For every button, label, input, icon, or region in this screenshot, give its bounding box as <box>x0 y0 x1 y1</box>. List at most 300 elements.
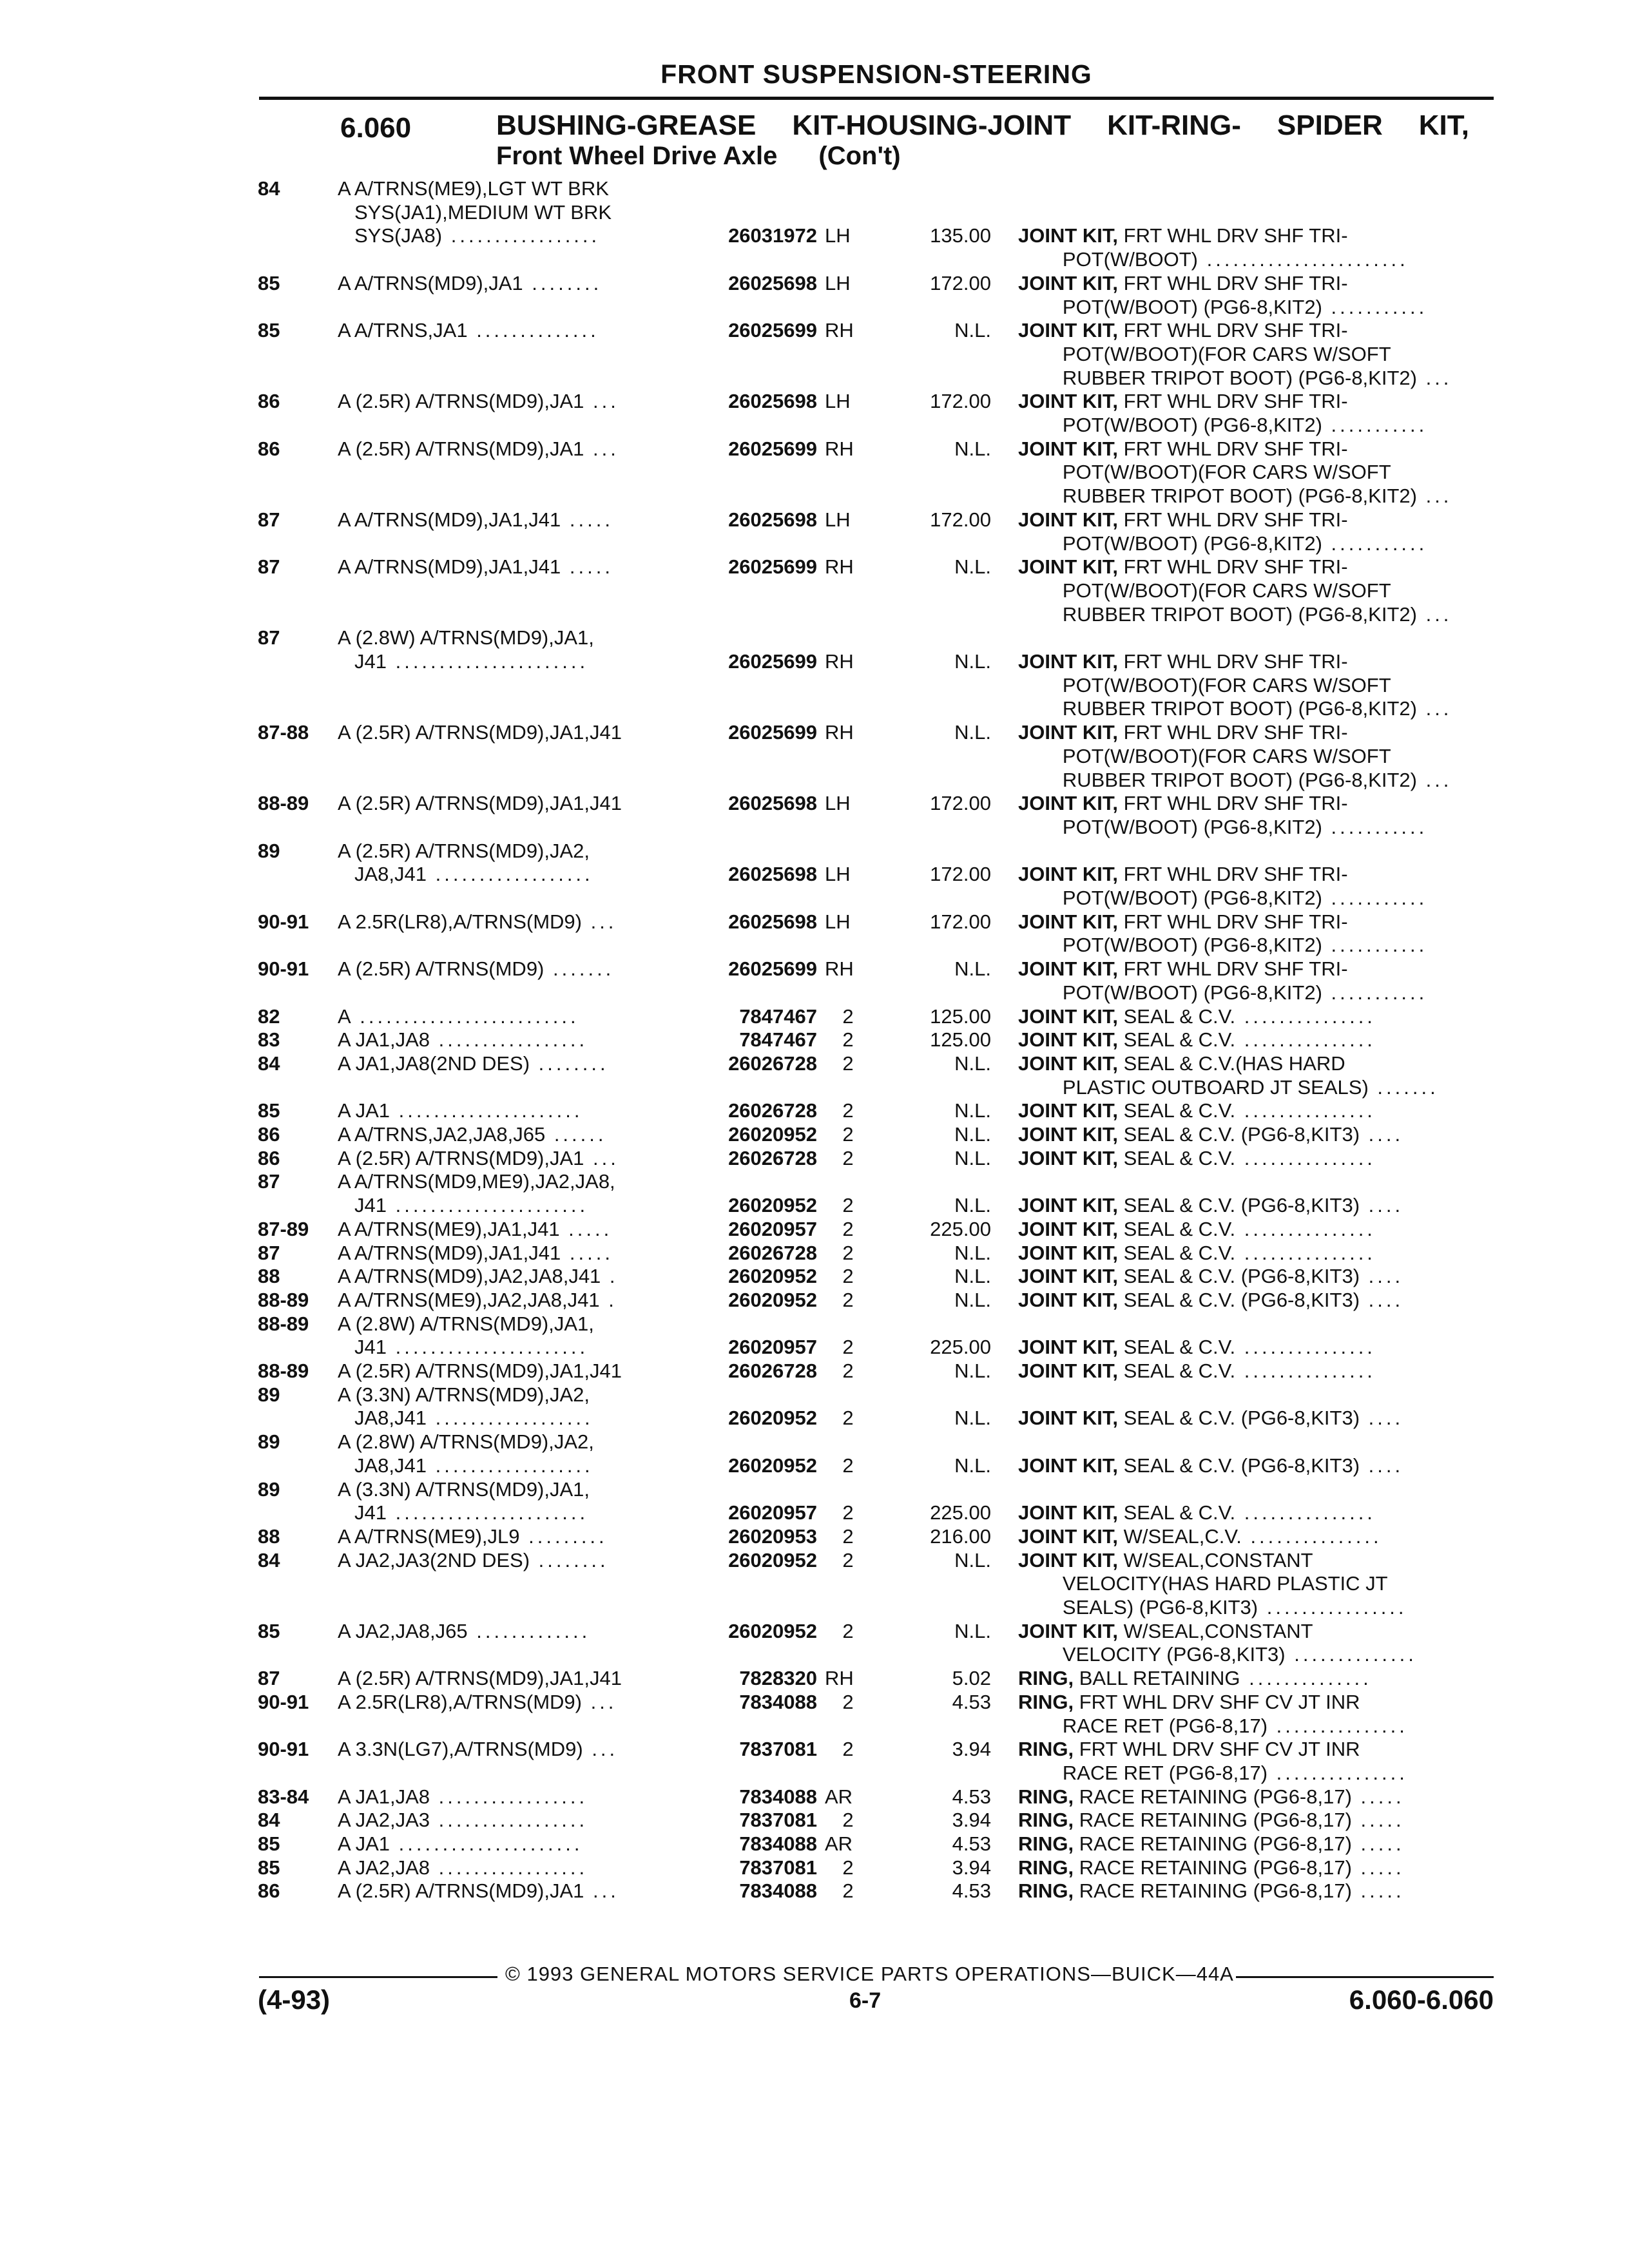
leader-dots: ..................... <box>390 1832 583 1855</box>
table-row <box>0 862 1629 886</box>
application-description <box>354 649 686 673</box>
table-row <box>0 602 1629 626</box>
description-text: JA8,J41 <box>354 1454 427 1477</box>
application-description <box>338 1312 686 1336</box>
description-text: A (2.5R) A/TRNS(MD9),JA1 <box>338 390 584 412</box>
leader-dots: ................. <box>442 224 601 247</box>
description-text: A JA2,JA3(2ND DES) <box>338 1549 530 1571</box>
quantity: LH <box>825 224 851 247</box>
leader-dots: ................. <box>430 1856 588 1879</box>
leader-dots: .... <box>1360 1289 1404 1311</box>
part-name-keyword: JOINT KIT, <box>1018 272 1119 294</box>
price: N.L. <box>954 721 991 744</box>
quantity: RH <box>825 319 854 341</box>
leader-dots: ................. <box>430 1809 588 1831</box>
part-name-keyword: JOINT KIT, <box>1018 910 1119 933</box>
description-text: A JA1,JA8(2ND DES) <box>338 1052 530 1075</box>
part-number: 26025698 <box>728 508 817 531</box>
table-row <box>0 791 1629 815</box>
application-description <box>354 1454 686 1477</box>
part-name <box>1018 649 1494 673</box>
part-name <box>1018 602 1494 626</box>
description-text: A A/TRNS(MD9,ME9),JA2,JA8, <box>338 1170 615 1193</box>
application-description <box>354 862 686 886</box>
part-name <box>1018 1193 1494 1217</box>
part-name <box>1018 1217 1494 1241</box>
description-text: A A/TRNS(ME9),JA1,J41 <box>338 1218 560 1240</box>
model-year: 84 <box>258 1549 280 1571</box>
table-row <box>0 1004 1629 1028</box>
part-name-text: POT(W/BOOT)(FOR CARS W/SOFT <box>1018 745 1391 767</box>
leader-dots: ............... <box>1235 1336 1376 1358</box>
part-number: 26025698 <box>728 390 817 412</box>
quantity: 2 <box>842 1218 854 1240</box>
quantity: 2 <box>842 1525 854 1548</box>
description-text: A A/TRNS(MD9),JA1 <box>338 272 523 294</box>
leader-dots: ............... <box>1235 1005 1376 1028</box>
table-row <box>0 1335 1629 1359</box>
price: 225.00 <box>930 1218 991 1240</box>
description-text: A 3.3N(LG7),A/TRNS(MD9) <box>338 1738 583 1760</box>
part-number: 7837081 <box>739 1809 817 1831</box>
part-name <box>1018 697 1494 720</box>
part-name <box>1018 1690 1494 1714</box>
part-name <box>1018 791 1494 815</box>
table-row <box>0 1028 1629 1052</box>
leader-dots: ...................... <box>386 1501 589 1524</box>
leader-dots: ............... <box>1235 1501 1376 1524</box>
leader-dots: .............. <box>1285 1643 1417 1666</box>
table-row <box>0 1075 1629 1099</box>
description-text: A A/TRNS(ME9),JA2,JA8,J41 <box>338 1289 600 1311</box>
quantity: 2 <box>842 1265 854 1287</box>
part-name-keyword: JOINT KIT, <box>1018 319 1119 341</box>
quantity: LH <box>825 792 851 814</box>
part-name-keyword: JOINT KIT, <box>1018 721 1119 744</box>
leader-dots: ... <box>584 437 619 460</box>
table-row <box>0 933 1629 957</box>
part-name-text: SEAL & C.V. (PG6-8,KIT3) <box>1118 1194 1360 1216</box>
part-name <box>1018 673 1494 697</box>
part-number: 26026728 <box>728 1147 817 1169</box>
application-description <box>338 1690 686 1714</box>
leader-dots: ............... <box>1268 1715 1408 1737</box>
leader-dots: ........ <box>530 1549 609 1571</box>
model-year: 85 <box>258 319 280 341</box>
table-row <box>0 1856 1629 1879</box>
part-name-text: RACE RETAINING (PG6-8,17) <box>1074 1785 1352 1808</box>
part-name-text: SEAL & C.V. <box>1118 1028 1236 1051</box>
part-name-text: FRT WHL DRV SHF TRI- <box>1118 508 1348 531</box>
application-description <box>338 1832 686 1856</box>
part-name-keyword: JOINT KIT, <box>1018 390 1119 412</box>
table-row <box>0 484 1629 508</box>
application-description <box>338 1288 686 1312</box>
description-text: A (2.5R) A/TRNS(MD9),JA1,J41 <box>338 1667 622 1689</box>
leader-dots: ................. <box>430 1785 588 1808</box>
table-row <box>0 1690 1629 1714</box>
part-name-text: POT(W/BOOT) (PG6-8,KIT2) <box>1018 296 1322 318</box>
quantity: 2 <box>842 1809 854 1831</box>
leader-dots: .................. <box>427 1407 593 1429</box>
application-description <box>338 1122 686 1146</box>
table-row <box>0 555 1629 579</box>
price: N.L. <box>954 1454 991 1477</box>
price: 172.00 <box>930 508 991 531</box>
quantity: 2 <box>842 1454 854 1477</box>
application-description <box>338 318 686 342</box>
part-name <box>1018 1808 1494 1832</box>
description-text: JA8,J41 <box>354 863 427 885</box>
leader-dots: ............... <box>1235 1028 1376 1051</box>
part-name <box>1018 508 1494 532</box>
price: N.L. <box>954 1099 991 1122</box>
application-description <box>338 1477 686 1501</box>
part-name-text: SEAL & C.V. <box>1118 1501 1236 1524</box>
part-name <box>1018 1666 1494 1690</box>
part-number: 7847467 <box>739 1028 817 1051</box>
description-text: A A/TRNS(MD9),JA1,J41 <box>338 555 561 578</box>
table-row <box>0 768 1629 792</box>
model-year: 87 <box>258 1667 280 1689</box>
part-number: 26025698 <box>728 863 817 885</box>
leader-dots: ......................... <box>351 1005 579 1028</box>
table-row <box>0 1430 1629 1454</box>
part-name-text: RACE RETAINING (PG6-8,17) <box>1074 1809 1352 1831</box>
table-row <box>0 649 1629 673</box>
part-name-text: VELOCITY (PG6-8,KIT3) <box>1018 1643 1286 1666</box>
model-year: 90-91 <box>258 1691 309 1713</box>
model-year: 89 <box>258 840 280 862</box>
description-text: A JA1 <box>338 1832 390 1855</box>
part-name-text: SEAL & C.V. <box>1118 1360 1236 1382</box>
part-name-keyword: JOINT KIT, <box>1018 1525 1119 1548</box>
description-text: A (2.5R) A/TRNS(MD9),JA1 <box>338 1147 584 1169</box>
part-name <box>1018 484 1494 508</box>
application-description <box>338 389 686 413</box>
leader-dots: .... <box>1360 1194 1404 1216</box>
application-description <box>338 508 686 532</box>
model-year: 85 <box>258 1099 280 1122</box>
price: N.L. <box>954 1265 991 1287</box>
model-year: 86 <box>258 390 280 412</box>
table-row <box>0 1217 1629 1241</box>
quantity: 2 <box>842 1738 854 1760</box>
application-description <box>338 1785 686 1809</box>
part-name-keyword: JOINT KIT, <box>1018 1218 1119 1240</box>
application-description <box>338 1808 686 1832</box>
part-name <box>1018 318 1494 342</box>
table-row <box>0 271 1629 295</box>
quantity: 2 <box>842 1879 854 1902</box>
leader-dots: ..... <box>1351 1832 1405 1855</box>
quantity: 2 <box>842 1123 854 1146</box>
description-text: A (3.3N) A/TRNS(MD9),JA2, <box>338 1383 590 1406</box>
part-name <box>1018 247 1494 271</box>
model-year: 88 <box>258 1265 280 1287</box>
part-name <box>1018 579 1494 602</box>
table-row <box>0 957 1629 981</box>
price: 4.53 <box>952 1832 991 1855</box>
part-name-keyword: JOINT KIT, <box>1018 1549 1119 1571</box>
quantity: LH <box>825 863 851 885</box>
table-row <box>0 342 1629 366</box>
price: 3.94 <box>952 1809 991 1831</box>
part-name-text: SEAL & C.V. <box>1118 1005 1236 1028</box>
leader-dots: ... <box>581 1691 617 1713</box>
price: N.L. <box>954 1360 991 1382</box>
part-name-keyword: RING, <box>1018 1856 1074 1879</box>
part-name <box>1018 1879 1494 1903</box>
part-name-text: POT(W/BOOT)(FOR CARS W/SOFT <box>1018 579 1391 602</box>
part-name-keyword: JOINT KIT, <box>1018 1028 1119 1051</box>
part-name-keyword: JOINT KIT, <box>1018 1265 1119 1287</box>
application-description <box>338 1548 686 1572</box>
leader-dots: ... <box>1416 697 1452 720</box>
description-text: A (2.8W) A/TRNS(MD9),JA1, <box>338 1312 594 1335</box>
part-name <box>1018 910 1494 934</box>
application-description <box>338 1359 686 1383</box>
part-name-keyword: JOINT KIT, <box>1018 555 1119 578</box>
description-text: A JA2,JA3 <box>338 1809 430 1831</box>
part-name <box>1018 1335 1494 1359</box>
table-row <box>0 460 1629 484</box>
part-name <box>1018 720 1494 744</box>
quantity: RH <box>825 1667 854 1689</box>
price: N.L. <box>954 319 991 341</box>
part-name-text: RUBBER TRIPOT BOOT) (PG6-8,KIT2) <box>1018 697 1417 720</box>
part-name <box>1018 1785 1494 1809</box>
part-name-keyword: JOINT KIT, <box>1018 1501 1119 1524</box>
leader-dots: ..... <box>1351 1785 1405 1808</box>
quantity: LH <box>825 910 851 933</box>
part-name-keyword: JOINT KIT, <box>1018 1407 1119 1429</box>
part-name <box>1018 815 1494 839</box>
part-number: 7834088 <box>739 1879 817 1902</box>
part-name-keyword: JOINT KIT, <box>1018 1454 1119 1477</box>
description-text: A 2.5R(LR8),A/TRNS(MD9) <box>338 1691 582 1713</box>
price: 216.00 <box>930 1525 991 1548</box>
price: 4.53 <box>952 1785 991 1808</box>
part-name-text: POT(W/BOOT) (PG6-8,KIT2) <box>1018 816 1322 838</box>
description-text: A A/TRNS,JA1 <box>338 319 468 341</box>
model-year: 83 <box>258 1028 280 1051</box>
leader-dots: ........... <box>1322 934 1428 956</box>
leader-dots: .... <box>1360 1265 1404 1287</box>
application-description <box>338 1430 686 1454</box>
model-year: 87-88 <box>258 721 309 744</box>
part-name-text: POT(W/BOOT) (PG6-8,KIT2) <box>1018 414 1322 436</box>
model-year: 83-84 <box>258 1785 309 1808</box>
price: N.L. <box>954 1549 991 1571</box>
quantity: 2 <box>842 1336 854 1358</box>
application-description <box>354 200 686 224</box>
part-name-text: POT(W/BOOT)(FOR CARS W/SOFT <box>1018 461 1391 483</box>
model-year: 86 <box>258 1147 280 1169</box>
description-text: A (2.5R) A/TRNS(MD9),JA1,J41 <box>338 721 622 744</box>
application-description <box>338 1004 686 1028</box>
price: 4.53 <box>952 1879 991 1902</box>
quantity: RH <box>825 650 854 673</box>
description-text: J41 <box>354 650 387 673</box>
model-year: 89 <box>258 1383 280 1406</box>
part-name <box>1018 1571 1494 1595</box>
part-name <box>1018 1099 1494 1122</box>
part-name-text: FRT WHL DRV SHF TRI- <box>1118 390 1348 412</box>
application-description <box>354 1406 686 1430</box>
price: N.L. <box>954 957 991 980</box>
application-description <box>338 1146 686 1170</box>
table-row <box>0 910 1629 934</box>
part-number: 7834088 <box>739 1785 817 1808</box>
quantity: 2 <box>842 1501 854 1524</box>
description-text: A JA1 <box>338 1099 390 1122</box>
price: 5.02 <box>952 1667 991 1689</box>
footer-rule-left <box>259 1976 497 1978</box>
part-name <box>1018 1288 1494 1312</box>
table-row <box>0 1383 1629 1407</box>
quantity: 2 <box>842 1005 854 1028</box>
part-name-text: RACE RETAINING (PG6-8,17) <box>1074 1879 1352 1902</box>
quantity: 2 <box>842 1289 854 1311</box>
part-name-keyword: JOINT KIT, <box>1018 224 1119 247</box>
section-subtitle-text: Front Wheel Drive Axle <box>496 142 778 170</box>
price: 3.94 <box>952 1738 991 1760</box>
description-text: SYS(JA8) <box>354 224 443 247</box>
page-header: FRONT SUSPENSION-STEERING <box>660 59 1092 89</box>
table-row <box>0 508 1629 532</box>
part-name-text: RACE RET (PG6-8,17) <box>1018 1715 1268 1737</box>
table-row <box>0 1642 1629 1666</box>
part-number: 26026728 <box>728 1360 817 1382</box>
leader-dots: .............. <box>467 319 599 341</box>
quantity: 2 <box>842 1620 854 1642</box>
table-row <box>0 247 1629 271</box>
model-year: 88-89 <box>258 1360 309 1382</box>
part-name-text: RUBBER TRIPOT BOOT) (PG6-8,KIT2) <box>1018 769 1417 791</box>
part-name-text: FRT WHL DRV SHF TRI- <box>1118 224 1348 247</box>
quantity: 2 <box>842 1691 854 1713</box>
price: 125.00 <box>930 1028 991 1051</box>
model-year: 86 <box>258 437 280 460</box>
part-name-text: RUBBER TRIPOT BOOT) (PG6-8,KIT2) <box>1018 485 1417 507</box>
description-text: A (3.3N) A/TRNS(MD9),JA1, <box>338 1478 590 1501</box>
part-name-text: SEAL & C.V. <box>1118 1147 1236 1169</box>
quantity: RH <box>825 437 854 460</box>
part-name-text: POT(W/BOOT) (PG6-8,KIT2) <box>1018 532 1322 555</box>
part-name-text: FRT WHL DRV SHF CV JT INR <box>1074 1691 1360 1713</box>
leader-dots: ................. <box>430 1028 588 1051</box>
table-row <box>0 200 1629 224</box>
leader-dots: ....... <box>1368 1076 1439 1099</box>
part-name-keyword: JOINT KIT, <box>1018 437 1119 460</box>
part-name <box>1018 744 1494 768</box>
part-number: 26031972 <box>728 224 817 247</box>
description-text: A (2.8W) A/TRNS(MD9),JA2, <box>338 1430 594 1453</box>
table-row <box>0 815 1629 839</box>
table-row <box>0 579 1629 602</box>
application-description <box>338 1241 686 1265</box>
leader-dots: .... <box>1360 1123 1404 1146</box>
price: 172.00 <box>930 272 991 294</box>
part-name-keyword: JOINT KIT, <box>1018 1242 1119 1264</box>
model-year: 90-91 <box>258 957 309 980</box>
part-name-text: FRT WHL DRV SHF TRI- <box>1118 272 1348 294</box>
part-name-text: W/SEAL,CONSTANT <box>1118 1620 1313 1642</box>
part-name-text: BALL RETAINING <box>1074 1667 1240 1689</box>
model-year: 88-89 <box>258 1312 309 1335</box>
model-year: 89 <box>258 1478 280 1501</box>
model-year: 85 <box>258 1620 280 1642</box>
part-name-keyword: JOINT KIT, <box>1018 1194 1119 1216</box>
leader-dots: ............... <box>1235 1147 1376 1169</box>
part-name <box>1018 862 1494 886</box>
table-row <box>0 1595 1629 1619</box>
part-number: 26025698 <box>728 272 817 294</box>
leader-dots: . <box>599 1289 617 1311</box>
leader-dots: .... <box>1360 1407 1404 1429</box>
price: 172.00 <box>930 390 991 412</box>
price: 172.00 <box>930 792 991 814</box>
model-year: 87-89 <box>258 1218 309 1240</box>
leader-dots: ............... <box>1235 1360 1376 1382</box>
leader-dots: ..... <box>561 555 613 578</box>
application-description <box>338 1028 686 1052</box>
part-name <box>1018 1642 1494 1666</box>
part-number: 26025699 <box>728 721 817 744</box>
leader-dots: ... <box>584 1879 619 1902</box>
leader-dots: ................ <box>1258 1596 1407 1619</box>
leader-dots: ..... <box>1351 1809 1405 1831</box>
part-name-text: RACE RETAINING (PG6-8,17) <box>1074 1856 1352 1879</box>
price: 135.00 <box>930 224 991 247</box>
description-text: A (2.5R) A/TRNS(MD9),JA1 <box>338 437 584 460</box>
part-name-text: FRT WHL DRV SHF TRI- <box>1118 863 1348 885</box>
price: N.L. <box>954 1407 991 1429</box>
part-name-text: FRT WHL DRV SHF TRI- <box>1118 957 1348 980</box>
part-name-keyword: JOINT KIT, <box>1018 957 1119 980</box>
application-description <box>338 177 686 200</box>
part-name-text: SEAL & C.V.(HAS HARD <box>1118 1052 1345 1075</box>
table-row <box>0 1477 1629 1501</box>
leader-dots: ........... <box>1322 887 1428 909</box>
leader-dots: ....... <box>544 957 615 980</box>
leader-dots: ............... <box>1241 1525 1382 1548</box>
table-row <box>0 318 1629 342</box>
part-name-text: W/SEAL,CONSTANT <box>1118 1549 1313 1571</box>
application-description <box>338 1052 686 1075</box>
model-year: 90-91 <box>258 910 309 933</box>
table-row <box>0 366 1629 390</box>
model-year: 90-91 <box>258 1738 309 1760</box>
quantity: LH <box>825 272 851 294</box>
price: N.L. <box>954 1147 991 1169</box>
part-number: 7837081 <box>739 1738 817 1760</box>
part-name-text: FRT WHL DRV SHF CV JT INR <box>1074 1738 1360 1760</box>
part-name <box>1018 1028 1494 1052</box>
leader-dots: ........... <box>1322 532 1428 555</box>
part-name-keyword: JOINT KIT, <box>1018 792 1119 814</box>
table-row <box>0 1571 1629 1595</box>
table-row <box>0 886 1629 910</box>
leader-dots: ..... <box>559 1218 613 1240</box>
part-name-text: SEAL & C.V. <box>1118 1242 1236 1264</box>
part-name-keyword: JOINT KIT, <box>1018 1052 1119 1075</box>
page-number: 6-7 <box>849 1988 882 2013</box>
part-name <box>1018 1122 1494 1146</box>
part-name <box>1018 1548 1494 1572</box>
part-name-keyword: RING, <box>1018 1785 1074 1808</box>
